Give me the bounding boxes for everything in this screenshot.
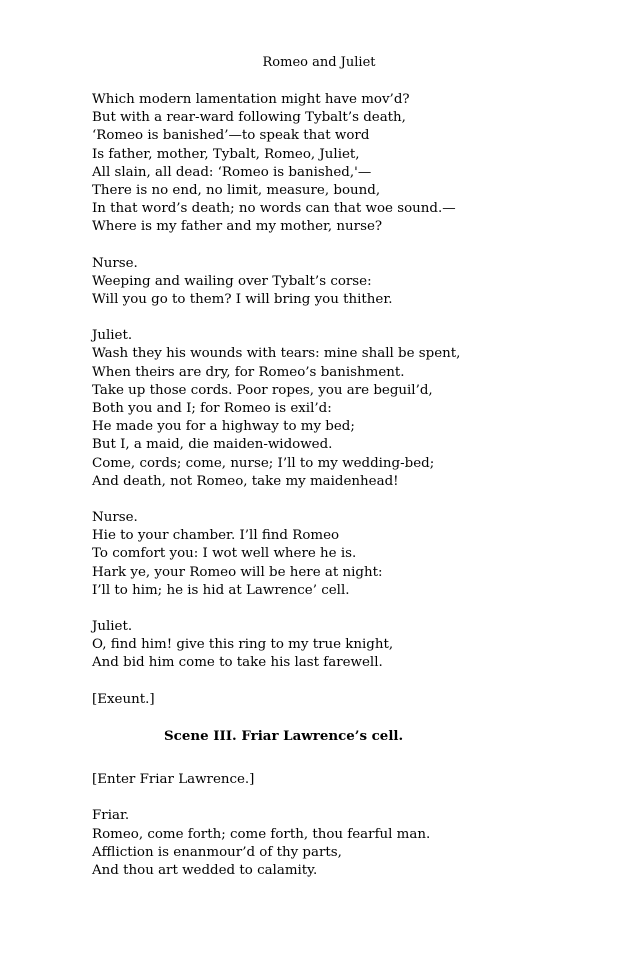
verse-line: I’ll to him; he is hid at Lawrence’ cell.: [92, 582, 350, 598]
verse-line: Hie to your chamber. I’ll find Romeo: [92, 528, 340, 544]
verse-line: Romeo, come forth; come forth, thou fearful man.: [92, 826, 431, 842]
verse-line: To comfort you: I wot well where he is.: [92, 546, 357, 562]
verse-line: Will you go to them? I will bring you thither.: [92, 292, 393, 308]
running-header: Romeo and Juliet: [262, 55, 376, 70]
stage-direction-block: [92, 691, 572, 709]
speech-block: [92, 327, 572, 491]
verse-line: All slain, all dead: ‘Romeo is banished,'—: [92, 164, 372, 180]
verse-line: Weeping and wailing over Tybalt’s corse:: [92, 273, 372, 289]
verse-line: When theirs are dry, for Romeo’s banishment.: [92, 364, 405, 380]
verse-line: Come, cords; come, nurse; I’ll to my wedding-bed;: [92, 455, 435, 471]
verse-line: And death, not Romeo, take my maidenhead!: [92, 473, 399, 489]
scene-heading: Scene III. Friar Lawrence’s cell.: [164, 727, 404, 744]
speaker-name: Friar.: [92, 808, 130, 824]
play-text: [92, 91, 572, 898]
speaker-name: Juliet.: [92, 328, 133, 344]
verse-line: And bid him come to take his last farewell.: [92, 655, 383, 671]
speech-block: [92, 618, 572, 673]
verse-line: Where is my father and my mother, nurse?: [92, 219, 383, 235]
verse-line: In that word’s death; no words can that woe sound.—: [92, 201, 456, 217]
verse-line: But I, a maid, die maiden-widowed.: [92, 437, 333, 453]
verse-line: There is no end, no limit, measure, bound,: [92, 183, 381, 199]
verse-line: Which modern lamentation might have mov’d?: [92, 92, 410, 107]
speech-block: [92, 91, 572, 237]
stage-direction: [Enter Friar Lawrence.]: [92, 772, 255, 788]
stage-direction-block: [92, 771, 572, 789]
verse-line: Affliction is enanmour’d of thy parts,: [92, 844, 342, 860]
stage-direction: [Exeunt.]: [92, 691, 155, 707]
speech-block: [92, 509, 572, 600]
speech-block: [92, 255, 572, 310]
verse-line: And thou art wedded to calamity.: [92, 862, 318, 878]
verse-line: Both you and I; for Romeo is exil’d:: [92, 401, 332, 417]
verse-line: Wash they his wounds with tears: mine shall be spent,: [92, 346, 461, 362]
verse-line: Take up those cords. Poor ropes, you are beguil’d,: [92, 382, 433, 398]
verse-line: But with a rear-ward following Tybalt’s death,: [92, 110, 406, 126]
speaker-name: Nurse.: [92, 510, 138, 526]
verse-line: Is father, mother, Tybalt, Romeo, Juliet,: [92, 146, 360, 162]
verse-line: O, find him! give this ring to my true knight,: [92, 637, 394, 653]
speaker-name: Juliet.: [92, 619, 133, 635]
verse-line: Hark ye, your Romeo will be here at night:: [92, 564, 383, 580]
speaker-name: Nurse.: [92, 255, 138, 271]
speech-block: [92, 807, 572, 880]
verse-line: He made you for a highway to my bed;: [92, 419, 355, 435]
verse-line: ‘Romeo is banished’—to speak that word: [92, 128, 370, 144]
